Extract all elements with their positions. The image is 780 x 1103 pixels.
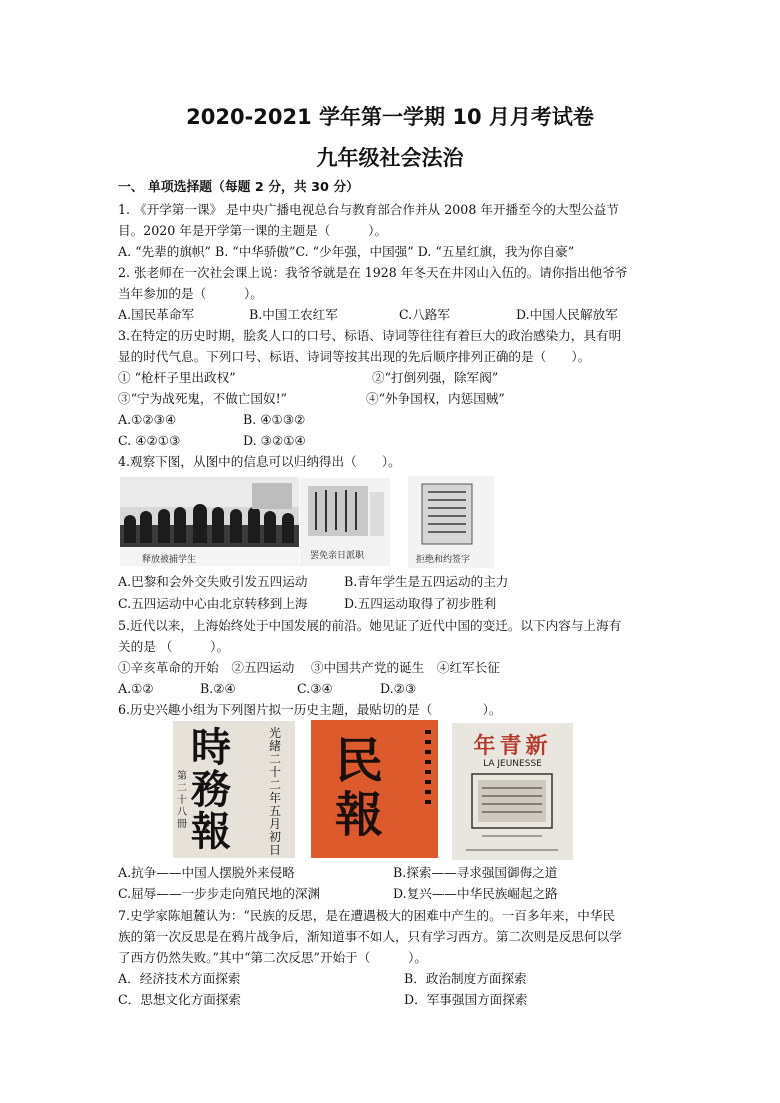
q1-text-line2: 目。2020 年是开学第一课的主题是（ ）。 [118, 223, 388, 238]
q5-option-a: A.①② [118, 681, 154, 696]
q6-option-a: A.抗争——中国人摆脱外来侵略 [118, 865, 295, 880]
q2-text-line2: 当年参加的是（ ）。 [118, 286, 263, 301]
q1-text-line1: 1. 《开学第一课》 是中央广播电视总台与教育部合作并从 2008 年开播至今的大型公益节 [118, 202, 619, 217]
q3-statement-4: ④“外争国权，内惩国贼” [366, 391, 505, 406]
q7-text-line1: 7.史学家陈旭麓认为：“民族的反思，是在遭遇极大的困难中产生的。一百多年来，中华民 [118, 908, 616, 923]
q5-items: ①辛亥革命的开始 ②五四运动 ③中国共产党的诞生 ④红军长征 [118, 660, 500, 675]
q2-option-b: B.中国工农红军 [249, 307, 338, 322]
q5-text-line2: 关的是 （ ）。 [118, 639, 230, 654]
q2-option-d: D.中国人民解放军 [516, 307, 618, 322]
shiwubao-date: 光緒二十二年五月初日 [269, 726, 282, 857]
q3-text-line2: 显的时代气息。下列口号、标语、诗词等按其出现的先后顺序排列正确的是（ ）。 [118, 349, 591, 364]
q7-text-line2: 族的第一次反思是在鸦片战争后，渐知道事不如人，只有学习西方。第二次则是反思何以学 [118, 929, 622, 944]
q3-option-d: D. ③②①④ [243, 433, 306, 448]
q1-options: A. “先辈的旗帜” B. “中华骄傲”C. “少年强，中国强” D. “五星红旗，我为你自豪” [118, 244, 575, 259]
cover-frame-icon [452, 770, 573, 860]
q3-option-b: B. ④①③② [243, 412, 306, 427]
q4-option-c: C.五四运动中心由北京转移到上海 [118, 596, 308, 611]
xinqingnian-title: 年青新 [473, 733, 552, 759]
q4-option-d: D.五四运动取得了初步胜利 [344, 596, 497, 611]
q7-option-d: D．军事强国方面探索 [404, 992, 528, 1007]
q5-text-line1: 5.近代以来，上海始终处于中国发展的前沿。她见证了近代中国的变迁。以下内容与上海有 [118, 618, 622, 633]
q2-option-c: C.八路军 [399, 307, 450, 322]
q7-option-b: B．政治制度方面探索 [404, 971, 527, 986]
shiwubao-volume: 第二十八冊 [177, 771, 187, 830]
q7-option-a: A．经济技术方面探索 [118, 971, 241, 986]
q5-option-b: B.②④ [200, 681, 236, 696]
photo-refuse-treaty [408, 476, 494, 568]
q3-option-a: A.①②③④ [118, 412, 177, 427]
q3-text-line1: 3.在特定的历史时期，脍炙人口的口号、标语、诗词等往往有着巨大的政治感染力，具有明 [118, 328, 622, 343]
xinqingnian-subtitle: LA JEUNESSE [483, 759, 542, 769]
section-heading: 一、 单项选择题（每题 2 分，共 30 分） [118, 180, 359, 195]
q4-option-b: B.青年学生是五四运动的主力 [344, 574, 509, 589]
exam-subtitle: 九年级社会法治 [316, 146, 464, 170]
photo-caption-3: 拒绝和约签字 [416, 555, 471, 565]
photo-caption-2: 罢免亲日派职 [310, 551, 365, 561]
image-minbao [311, 720, 438, 858]
exam-title: 2020-2021 学年第一学期 10 月月考试卷 [186, 105, 594, 129]
q3-option-c: C. ④②①③ [118, 433, 181, 448]
q2-option-a: A.国民革命军 [118, 307, 195, 322]
q6-option-d: D.复兴——中华民族崛起之路 [393, 886, 558, 901]
q3-statement-2: ②“打倒列强，除军阀” [372, 370, 499, 385]
q6-option-b: B.探索——寻求强国御侮之道 [393, 865, 558, 880]
q7-option-c: C．思想文化方面探索 [118, 992, 241, 1007]
photo-dismiss-officials [300, 478, 390, 566]
image-xinqingnian [452, 723, 573, 860]
q6-text-line1: 6.历史兴趣小组为下列图片拟一历史主题，最贴切的是（ ）。 [118, 702, 502, 717]
q2-text-line1: 2. 张老师在一次社会课上说：我爷爷就是在 1928 年冬天在井冈山入伍的。请你指出他爷爷 [118, 265, 628, 280]
side-text-icon [422, 726, 434, 836]
q4-text-line1: 4.观察下图，从图中的信息可以归纳得出（ ）。 [118, 454, 401, 469]
q5-option-c: C.③④ [297, 681, 333, 696]
image-shiwubao [173, 721, 295, 858]
shiwubao-title: 時務報 [191, 724, 231, 855]
q3-statement-3: ③“宁为战死鬼，不做亡国奴!” [118, 391, 288, 406]
q7-text-line3: 了西方仍然失败。”其中“第二次反思”开始于（ ）。 [118, 950, 427, 965]
photo-student-release [120, 477, 299, 566]
q4-option-a: A.巴黎和会外交失败引发五四运动 [118, 574, 308, 589]
q3-statement-1: ① “枪杆子里出政权” [118, 370, 236, 385]
photo-caption-1: 释放被捕学生 [142, 555, 197, 565]
minbao-title: 民報 [335, 733, 384, 843]
q5-option-d: D.②③ [380, 681, 417, 696]
q6-option-c: C.屈辱——一步步走向殖民地的深渊 [118, 886, 321, 901]
